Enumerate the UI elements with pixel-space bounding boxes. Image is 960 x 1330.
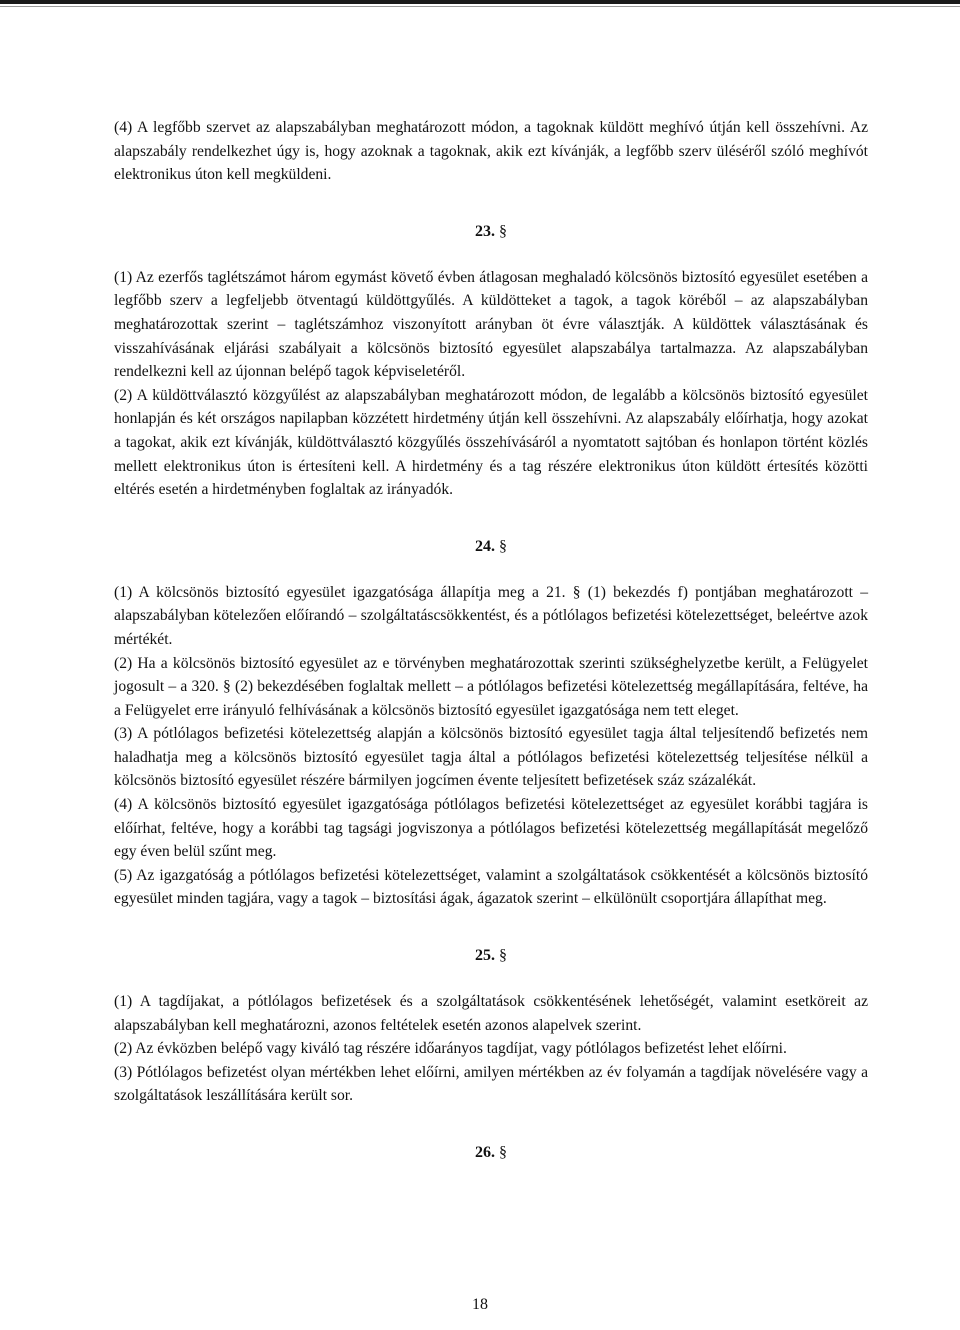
section-heading-23: [114, 220, 868, 244]
section-heading-26: [114, 1141, 868, 1165]
page-number: 18: [472, 1296, 488, 1313]
section-heading-25: [114, 944, 868, 968]
document-page: [114, 116, 868, 1165]
section-24-paragraph-4: (4) A kölcsönös biztosító egyesület igazgatósága pótlólagos befizetési kötelezettséget az egyesület korábbi tagjára is előírhat, feltéve, hogy a korábbi tag tagsági jogviszonya a pótlólagos befizetési kötelezettség megállapítását megelőző egy éven belül szűnt meg.: [114, 796, 868, 861]
top-border-thin-rule: [0, 6, 960, 7]
section-24-paragraph-5: (5) Az igazgatóság a pótlólagos befizetési kötelezettséget, valamint a szolgáltatások csökkentését a kölcsönös biztosító egyesület minden tagjára, vagy a tagok – biztosítási ágak, ágazatok szerint – elkülönült csoportjára állapíthat meg.: [114, 866, 868, 908]
section-symbol: §: [499, 537, 507, 555]
section-number: 24.: [475, 537, 495, 555]
section-24-paragraph-1: (1) A kölcsönös biztosító egyesület igazgatósága állapítja meg a 21. § (1) bekezdés f) pontjában meghatározott – alapszabályban kötelezően előírandó – szolgáltatáscsökkentést, és a pótlólagos befizetési kötelezettséget, beleértve azok mértékét.: [114, 583, 868, 648]
section-number: 26.: [475, 1144, 495, 1161]
section-23-paragraph-1: (1) Az ezerfős taglétszámot három egymást követő évben átlagosan meghaladó kölcsönös biztosító egyesület esetében a legfőbb szerv a legfeljebb ötventagú küldöttgyűlés. A küldötteket a tagok, a tagok köréből – az alapszabályban meghatározottak szerint – taglétszámhoz viszonyított arányban öt évre választják. A küldöttek választásának és visszahívásának eljárási szabályait a kölcsönös biztosító egyesület alapszabálya tartalmazza. Az alapszabályban rendelkezni kell az újonnan belépő tagok képviseletéről.: [114, 268, 868, 381]
section-heading-24: [114, 535, 868, 559]
section-symbol: §: [499, 222, 507, 240]
top-border-rule: [0, 0, 960, 4]
intro-paragraph: (4) A legfőbb szervet az alapszabályban meghatározott módon, a tagoknak küldött meghívó útján kell összehívni. Az alapszabály rendelkezhet úgy is, hogy azoknak a tagoknak, akik ezt kívánják, a legfőbb szerv üléséről szóló meghívót elektronikus úton kell megküldeni.: [114, 119, 868, 184]
section-24-paragraph-3: (3) A pótlólagos befizetési kötelezettség alapján a kölcsönös biztosító egyesület tagja által teljesítendő befizetés nem haladhatja meg a kölcsönös biztosító egyesület tagja által a pótlólagos befizetési kötelezettség teljesítése nélkül a kölcsönös biztosító egyesület részére bármilyen jogcímen évente teljesített befizetések száz százalékát.: [114, 725, 868, 790]
section-25-paragraph-2: (2) Az évközben belépő vagy kiváló tag részére időarányos tagdíjat, vagy pótlólagos befizetést lehet előírni.: [114, 1040, 787, 1058]
section-symbol: §: [499, 1144, 507, 1161]
section-24-paragraph-2: (2) Ha a kölcsönös biztosító egyesület az e törvényben meghatározottak szerinti szükséghelyzetbe került, a Felügyelet jogosult – a 320. § (2) bekezdésében foglaltak mellett – a pótlólagos befizetési kötelezettség megállapítására, feltéve, ha a Felügyelet erre irányuló felhívásának a kölcsönös biztosító egyesület igazgatósága nem tett eleget.: [114, 654, 868, 719]
section-25-paragraph-1: (1) A tagdíjakat, a pótlólagos befizetések és a szolgáltatások csökkentésének lehetőségét, valamint esetköreit az alapszabályban kell meghatározni, azonos feltételek esetén azonos alapelvek szerint.: [114, 993, 868, 1034]
section-number: 25.: [475, 947, 495, 965]
section-23-paragraph-2: (2) A küldöttválasztó közgyűlést az alapszabályban meghatározott módon, de legalább a kölcsönös biztosító egyesület honlapján és két országos napilapban közzétett hirdetmény útján kell összehívni. Az alapszabály előírhatja, hogy azokat a tagokat, akik ezt kívánják, küldöttválasztó közgyűlés összehívásáról a nyomtatott sajtóban és honlapon történt közlés mellett elektronikus úton is értesíteni kell. A hirdetmény és a tag részére elektronikus úton küldött értesítés közötti eltérés esetén a hirdetményben foglaltak az irányadók.: [114, 386, 868, 499]
section-symbol: §: [499, 947, 507, 965]
section-number: 23.: [475, 222, 495, 240]
section-25-paragraph-3: (3) Pótlólagos befizetést olyan mértékben lehet előírni, amilyen mértékben az év folyamán a tagdíjak növelésére vagy a szolgáltatások leszállítására került sor.: [114, 1063, 868, 1105]
